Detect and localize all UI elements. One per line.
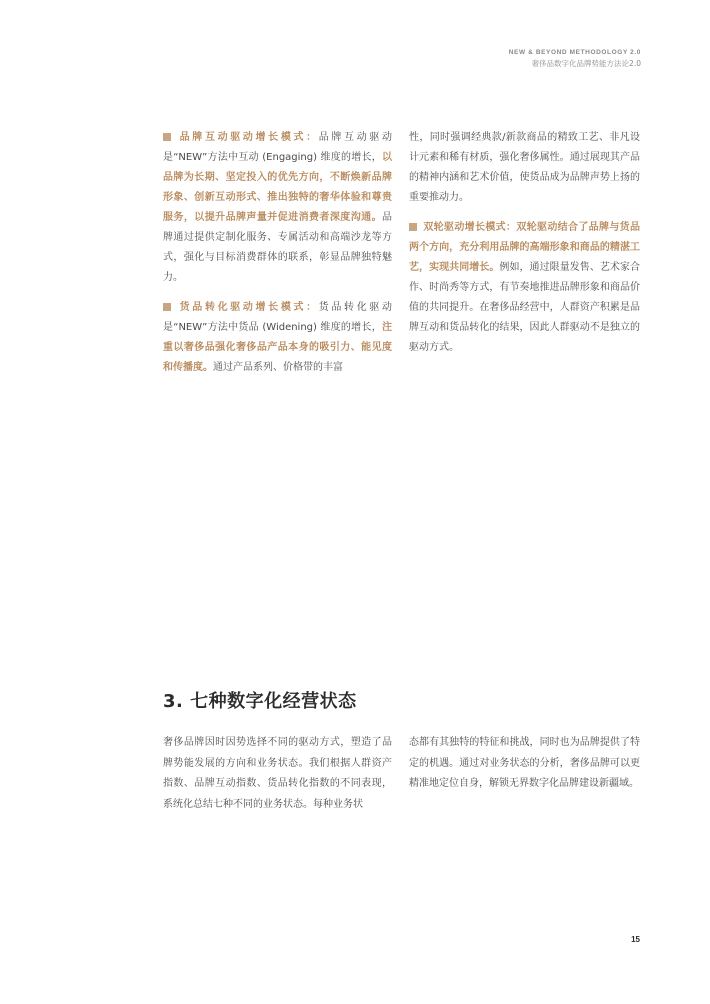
right-column [409, 128, 640, 368]
paragraph-highlight: 以品牌为长期、坚定投入的优先方向，不断焕新品牌形象、创新互动形式、推出独特的奢华体验和尊贵服务，以提升品牌声量并促进消费者深度沟通。 [163, 152, 392, 223]
header-chinese: 奢侈品数字化品牌势能方法论2.0 [531, 59, 641, 68]
paragraph-brand-engagement [163, 128, 392, 288]
paragraph-lead: 品牌互动驱动增长模式： [177, 132, 319, 143]
square-bullet-icon [409, 223, 417, 231]
paragraph-text: 通过产品系列、价格带的丰富 [213, 362, 343, 373]
paragraph-text: 性，同时强调经典款/新款商品的精致工艺、非凡设计元素和稀有材质，强化奢侈属性。通过展现其产品的精神内涵和艺术价值，使货品成为品牌声势上扬的重要推动力。 [409, 132, 640, 203]
paragraph-product-conversion [163, 298, 392, 378]
paragraph-continued [409, 128, 640, 208]
left-column [163, 128, 392, 388]
paragraph-highlight: 注重以奢侈品强化奢侈品产品本身的吸引力、能见度和传播度。 [163, 322, 392, 373]
section-title: 3. 七种数字化经营状态 [163, 691, 357, 712]
paragraph-lead: 货品转化驱动增长模式： [177, 302, 319, 313]
section-body-left: 奢侈品牌因时因势选择不同的驱动方式，塑造了品牌势能发展的方向和业务状态。我们根据人群资产指数、品牌互动指数、货品转化指数的不同表现，系统化总结七种不同的业务状态。每种业务状 [163, 737, 392, 810]
page-number: 15 [631, 935, 640, 944]
square-bullet-icon [163, 303, 171, 311]
running-header [509, 48, 641, 69]
section-body-right: 态都有其独特的特征和挑战，同时也为品牌提供了特定的机遇。通过对业务状态的分析，奢侈品牌可以更精准地定位自身，解锁无界数字化品牌建设新疆域。 [409, 737, 640, 789]
paragraph-text: 货品转化驱动是“NEW”方法中货品 (Widening) 维度的增长， [163, 302, 393, 333]
header-english: NEW & BEYOND METHODOLOGY 2.0 [508, 49, 641, 56]
paragraph-lead: 双轮驱动增长模式： [423, 222, 517, 233]
paragraph-text: 例如，通过限量发售、艺术家合作、时尚秀等方式，有节奏地推进品牌形象和商品价值的共同提升。在奢侈品经营中，人群资产积累是品牌互动和货品转化的结果，因此人群驱动不是独立的驱动方式。 [409, 262, 641, 353]
paragraph-dual-drive [409, 218, 640, 358]
square-bullet-icon [163, 133, 171, 141]
paragraph-text: 品牌通过提供定制化服务、专属活动和高端沙龙等方式，强化与目标消费群体的联系，彰显品牌独特魅力。 [163, 212, 392, 283]
paragraph-highlight: 双轮驱动结合了品牌与货品两个方向，充分利用品牌的高端形象和商品的精湛工艺，实现共同增长。 [409, 222, 641, 273]
paragraph-text: 品牌互动驱动是“NEW”方法中互动 (Engaging) 维度的增长， [163, 132, 393, 163]
